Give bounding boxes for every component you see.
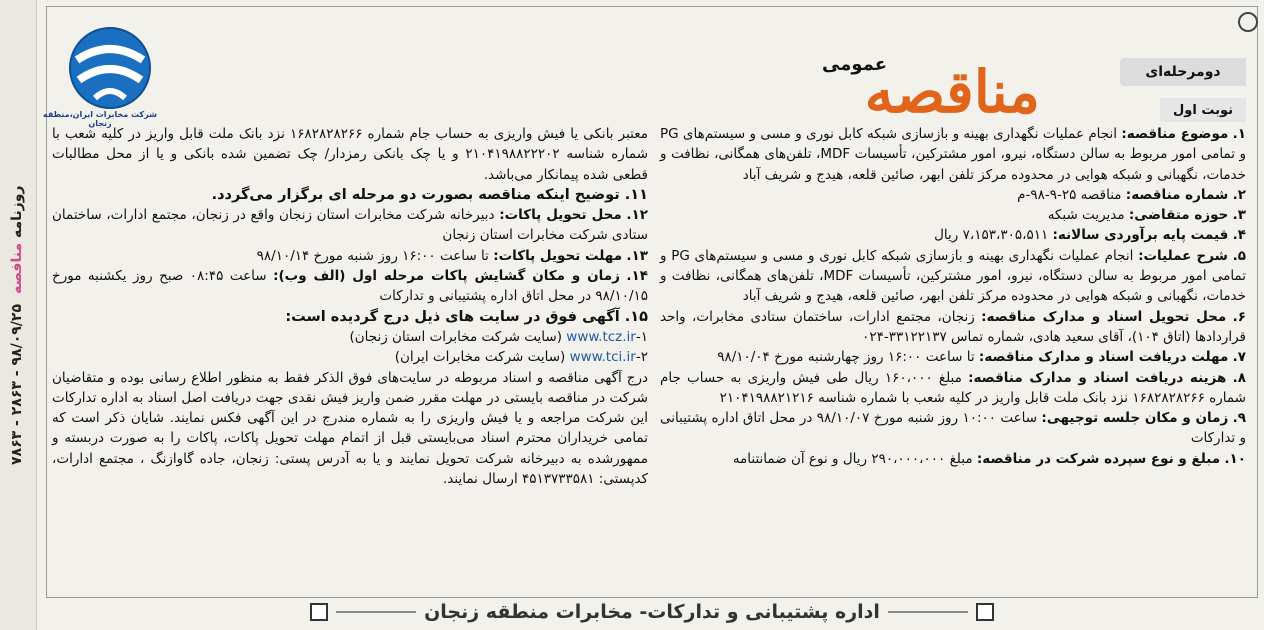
list-item <box>660 124 1246 185</box>
list-item <box>52 266 648 307</box>
item-label: توضیح اینکه مناقصه بصورت دو مرحله ای برگزار می‌گردد. <box>211 186 620 203</box>
phase-tag: دومرحله‌ای <box>1120 58 1246 86</box>
footer-divider <box>336 611 416 613</box>
item-number: ۹. <box>1232 410 1246 427</box>
item-number: ۱۵. <box>624 308 648 325</box>
headline-subtitle: عمومی <box>822 54 888 75</box>
item-number: ۱۲. <box>626 207 649 224</box>
site-link[interactable]: www.tcz.ir <box>566 328 636 345</box>
footer-box-icon <box>976 603 994 621</box>
site-prefix: ۲- <box>635 349 648 366</box>
item-number: ۱۱. <box>624 186 648 203</box>
site-entry <box>52 347 648 367</box>
item-label: محل تحویل اسناد و مدارک مناقصه: <box>981 308 1227 325</box>
item-text: تا ساعت ۱۶:۰۰ روز شنبه مورخ ۹۸/۱۰/۱۴ <box>256 247 489 264</box>
item-label: محل تحویل پاکات: <box>499 207 622 224</box>
newspaper-side-label <box>4 45 30 605</box>
item-text: تا ساعت ۱۶:۰۰ روز چهارشنبه مورخ ۹۸/۱۰/۰۴ <box>717 349 975 366</box>
list-item <box>660 225 1246 245</box>
item-text: زنجان، مجتمع ادارات، ساختمان ستادی مخابرات، واحد قراردادها (اتاق ۱۰۴)، آقای سعید هادی، شماره تماس ۳۳۱۲۲۱۳۷-۰۲۴ <box>660 308 1246 345</box>
item-text: دبیرخانه شرکت مخابرات استان زنجان واقع در زنجان، مجتمع ادارات، ساختمان ستادی شرکت مخابرات استان زنجان <box>52 207 648 244</box>
item-text: ساعت ۰۸:۴۵ صبح روز یکشنبه مورخ ۹۸/۱۰/۱۵ در محل اتاق اداره پشتیبانی و تدارکات <box>52 268 648 305</box>
list-item <box>52 185 648 205</box>
item-text: انجام عملیات نگهداری بهینه و بازسازی شبکه کابل نوری و مسی و سیستم‌های PG و تمامی امور مربوط به سالن دستگاه، نیرو، امور مشترکین، تأسیسات MDF، تلفن‌های همگانی، نظافت و خدمات، نگهبانی و شبکه هوایی در محدوده مرکز تلفن ابهر، صائین قلعه، هیدج و شریف آباد <box>660 126 1246 183</box>
item-number: ۵. <box>1232 247 1247 264</box>
list-item <box>660 185 1246 205</box>
item-text: مبلغ ۱۶۰،۰۰۰ ریال طی فیش واریزی به حساب جام شماره ۱۶۸۲۸۲۸۲۶۶ نزد بانک ملت قابل واریز در کلیه شعب با شماره شناسه ۲۱۰۴۱۹۸۸۲۱۲۱۶ <box>660 369 1246 406</box>
item-label: مهلت دریافت اسناد و مدارک مناقصه: <box>978 349 1229 366</box>
item-number: ۱۴. <box>626 268 648 285</box>
item-text: ۷،۱۵۳،۳۰۵،۵۱۱ ریال <box>934 227 1049 244</box>
item-label: آگهی فوق در سایت های ذیل درج گردیده است: <box>285 308 620 325</box>
item-label: مهلت تحویل پاکات: <box>493 247 623 264</box>
list-item <box>660 347 1246 367</box>
list-item <box>52 246 648 266</box>
list-item <box>660 408 1246 449</box>
footer-divider <box>888 611 968 613</box>
item-number: ۱. <box>1232 126 1247 142</box>
site-desc: (سایت شرکت مخابرات استان زنجان) <box>349 328 562 345</box>
item-label: مبلغ و نوع سپرده شرکت در مناقصه: <box>976 450 1221 467</box>
left-column <box>52 124 648 584</box>
item-text: انجام عملیات نگهداری بهینه و بازسازی شبکه کابل نوری و مسی و سیستم‌های PG و تمامی امور مربوط به سالن دستگاه، نیرو، امور مشترکین، تأسیسات MDF، تلفن‌های همگانی، نظافت و خدمات، نگهبانی و شبکه هوایی در محدوده مرکز تلفن ابهر، صائین قلعه، هیدج و شریف آباد <box>660 247 1246 305</box>
list-item <box>660 246 1246 307</box>
list-item <box>52 205 648 246</box>
item-number: ۱۳. <box>626 247 648 264</box>
site-link[interactable]: www.tci.ir <box>569 349 636 366</box>
item-text: ساعت ۱۰:۰۰ روز شنبه مورخ ۹۸/۱۰/۰۷ در محل اتاق اداره پشتیبانی و تدارکات <box>660 410 1246 447</box>
right-column <box>660 124 1246 584</box>
newspaper-name: روزنامه <box>9 185 25 238</box>
list-item <box>660 368 1246 409</box>
item-number: ۲. <box>1232 186 1246 203</box>
site-desc: (سایت شرکت مخابرات ایران) <box>394 349 566 366</box>
item-number: ۶. <box>1232 308 1246 325</box>
item-label: موضوع مناقصه: <box>1121 126 1229 142</box>
item-label: زمان و مکان گشایش پاکات مرحله اول (الف وب): <box>273 268 620 285</box>
corner-circle-icon <box>1238 12 1258 32</box>
list-item <box>660 307 1246 348</box>
site-prefix: ۱- <box>635 328 648 345</box>
item-number: ۴. <box>1232 227 1246 244</box>
footer <box>46 598 1258 626</box>
newspaper-side-strip <box>0 0 37 630</box>
item-number: ۸. <box>1232 369 1247 386</box>
list-item <box>52 307 648 327</box>
newspaper-issue: ۹۸/۰۹/۲۵ - ۲۸۶۳ - ۷۸۶۳ <box>9 303 25 465</box>
newspaper-brand: منافصه <box>9 242 25 294</box>
footer-box-icon <box>310 603 328 621</box>
item-number: ۱۰. <box>1224 450 1246 467</box>
item-label: شرح عملیات: <box>1138 247 1228 264</box>
item-label: شماره مناقصه: <box>1125 186 1229 203</box>
item-text: مبلغ ۲۹۰،۰۰۰،۰۰۰ ریال و نوع آن ضمانتنامه <box>732 450 973 467</box>
item-text: مناقصه ۲۵-۹-۹۸-م <box>1017 186 1122 203</box>
headline <box>810 52 1060 126</box>
item-label: حوزه متقاضی: <box>1128 207 1229 224</box>
headline-title: مناقصه <box>864 58 1040 126</box>
footer-text: اداره پشتیبانی و تدارکات- مخابرات منطقه زنجان <box>424 601 880 623</box>
item-number: ۷. <box>1232 349 1246 366</box>
site-entry <box>52 327 648 347</box>
item-label: زمان و مکان جلسه توجیهی: <box>1041 410 1229 427</box>
list-item <box>660 205 1246 225</box>
item-number: ۳. <box>1232 207 1246 224</box>
continuation-text: معتبر بانکی یا فیش واریزی به حساب جام شماره ۱۶۸۲۸۲۸۲۶۶ نزد بانک ملت قابل واریز در کلیه شعب با شماره شناسه ۲۱۰۴۱۹۸۸۲۲۲۰۲ و یا چک بانکی رمزدار/ چک تضمین شده بانکی و یا از محل مطالبات قطعی شده پیمانکار می‌باشد. <box>52 126 649 183</box>
item-label: هزینه دریافت اسناد و مدارک مناقصه: <box>968 369 1227 386</box>
item-text: مدیریت شبکه <box>1047 207 1125 224</box>
logo-caption: شرکت مخابرات ایران،منطقه زنجان <box>43 110 157 128</box>
round-tag: نوبت اول <box>1160 98 1246 122</box>
item-label: قیمت پایه برآوردی سالانه: <box>1052 227 1229 244</box>
closing-text: درج آگهی مناقصه و اسناد مربوطه در سایت‌های فوق الذکر فقط به منظور اطلاع رسانی بوده و متقاضیان شرکت در مناقصه بایستی در مهلت مقرر ضمن واریز فیش نقدی جهت دریافت اصل اسناد به اداره تدارکات این شرکت مراجعه و یا فیش واریزی را به شماره مندرج در این آگهی فکس نمایند. شایان ذکر است که تمامی خریداران محترم اسناد می‌بایستی قبل از اتمام مهلت تحویل پاکات، پاکات را به صورت دربسته و ممهورشده به دبیرخانه شرکت تحویل نمایند و یا به آدرس پستی: زنجان، جاده گاوازنگ ، مجتمع ادارات، کدپستی: ۴۵۱۳۷۳۳۵۸۱ ارسال نمایند. <box>52 369 648 488</box>
list-item <box>660 449 1246 469</box>
